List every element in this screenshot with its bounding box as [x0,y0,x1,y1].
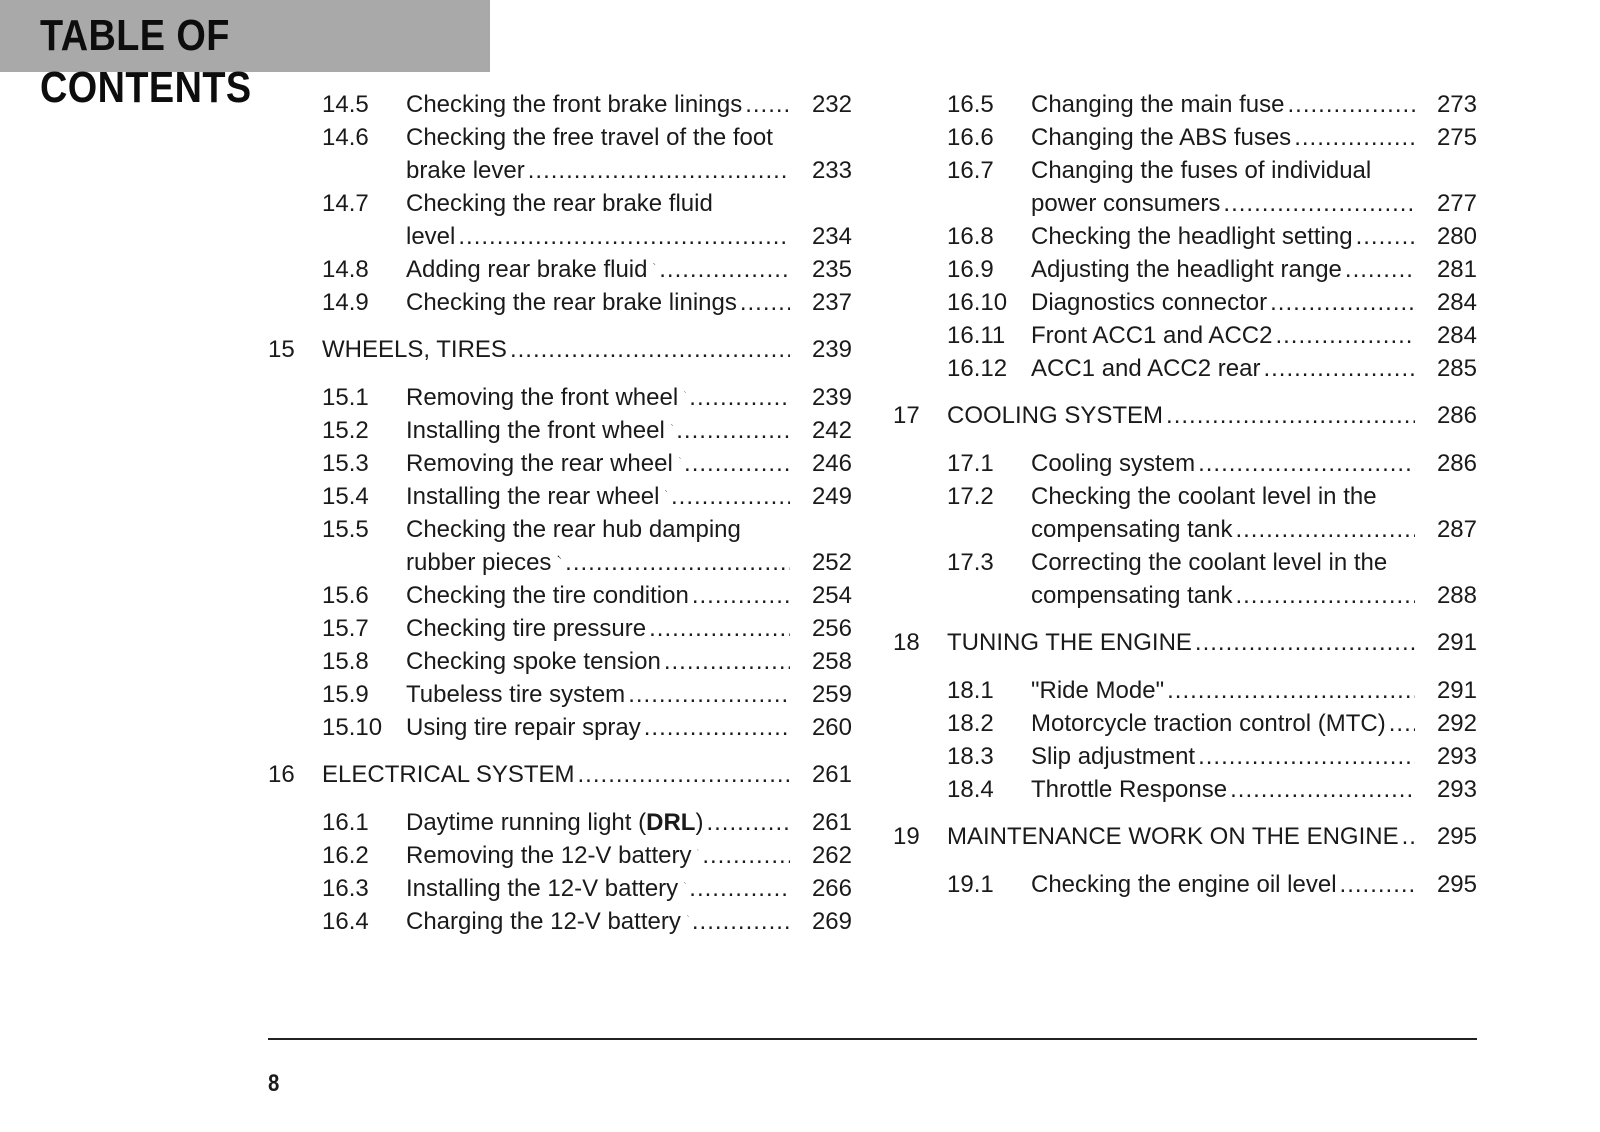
toc-chapter-17[interactable]: 17 COOLING SYSTEM ..... 286 [893,399,1477,433]
page-title: TABLE OF CONTENTS [40,11,252,112]
toc-entry[interactable]: 16.4 Charging the 12-V battery ..... 269 [268,905,852,938]
toc-chapter-16[interactable]: 16 ELECTRICAL SYSTEM ..... 261 [268,758,852,792]
toc-entry[interactable]: 16.8 Checking the headlight setting ..... 280 [893,220,1477,253]
toc-entry[interactable]: 15.3 Removing the rear wheel ..... 246 [268,447,852,480]
toc-entry[interactable]: 15.2 Installing the front wheel ..... 242 [268,414,852,447]
toc-entry[interactable]: 18.3 Slip adjustment ..... 293 [893,740,1477,773]
toc-entry[interactable]: 16.6 Changing the ABS fuses ..... 275 [893,121,1477,154]
toc-chapter-15[interactable]: 15 WHEELS, TIRES ..... 239 [268,333,852,367]
toc-entry[interactable]: 15.10 Using tire repair spray ..... 260 [268,711,852,744]
header-band [0,0,490,112]
toc-entry[interactable]: 15.4 Installing the rear wheel ..... 249 [268,480,852,513]
toc-entry[interactable]: 15.7 Checking tire pressure ..... 256 [268,612,852,645]
toc-entry[interactable]: 16.2 Removing the 12-V battery ..... 262 [268,839,852,872]
toc-entry[interactable]: 16.11 Front ACC1 and ACC2 ..... 284 [893,319,1477,352]
toc-entry[interactable]: 15.5 Checking the rear hub damping rubber pieces ..... 252 [268,513,852,579]
toc-column-right [893,88,1477,901]
toc-entry[interactable]: 16.7 Changing the fuses of individual power consumers ..... 277 [893,154,1477,220]
toc-entry[interactable]: 16.9 Adjusting the headlight range ..... 281 [893,253,1477,286]
toc-entry[interactable]: 14.8 Adding rear brake fluid ..... 235 [268,253,852,286]
toc-entry[interactable]: 18.4 Throttle Response ..... 293 [893,773,1477,806]
toc-entry[interactable]: 14.9 Checking the rear brake linings ..... 237 [268,286,852,319]
toc-entry[interactable]: 16.12 ACC1 and ACC2 rear ..... 285 [893,352,1477,385]
toc-entry[interactable]: 18.2 Motorcycle traction control (MTC) ..... 292 [893,707,1477,740]
toc-entry[interactable]: 17.3 Correcting the coolant level in the compensating tank ..... 288 [893,546,1477,612]
toc-entry[interactable]: 16.3 Installing the 12-V battery ..... 266 [268,872,852,905]
page-number: 8 [268,1070,280,1097]
toc-entry[interactable]: 15.6 Checking the tire condition ..... 254 [268,579,852,612]
toc-entry[interactable]: 16.5 Changing the main fuse ..... 273 [893,88,1477,121]
toc-entry[interactable]: 17.1 Cooling system ..... 286 [893,447,1477,480]
toc-chapter-18[interactable]: 18 TUNING THE ENGINE ..... 291 [893,626,1477,660]
toc-entry[interactable]: 19.1 Checking the engine oil level ..... 295 [893,868,1477,901]
toc-entry[interactable]: 15.8 Checking spoke tension ..... 258 [268,645,852,678]
toc-entry[interactable]: 14.5 Checking the front brake linings ..... 232 [268,88,852,121]
toc-entry[interactable]: 14.6 Checking the free travel of the foot brake lever ..... 233 [268,121,852,187]
toc-entry[interactable]: 15.1 Removing the front wheel ..... 239 [268,381,852,414]
toc-entry[interactable]: 18.1 "Ride Mode" ..... 291 [893,674,1477,707]
footer-divider [268,1038,1477,1040]
toc-entry[interactable]: 15.9 Tubeless tire system ..... 259 [268,678,852,711]
toc-entry[interactable]: 16.10 Diagnostics connector ..... 284 [893,286,1477,319]
toc-entry[interactable]: 16.1 Daytime running light ( DRL ) ..... 261 [268,806,852,839]
toc-entry[interactable]: 17.2 Checking the coolant level in the compensating tank ..... 287 [893,480,1477,546]
toc-column-left [268,88,852,938]
toc-entry[interactable]: 14.7 Checking the rear brake fluid level ..... 234 [268,187,852,253]
toc-chapter-19[interactable]: 19 MAINTENANCE WORK ON THE ENGINE ..... 295 [893,820,1477,854]
